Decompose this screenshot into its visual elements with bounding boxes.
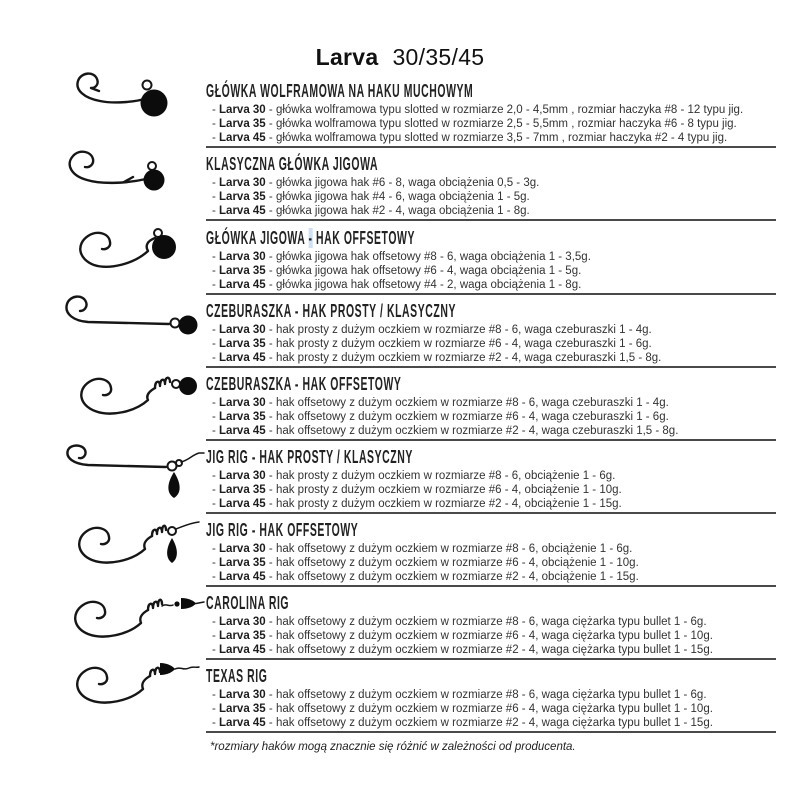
spec-dash: - (212, 716, 220, 729)
spec-model: Larva 35 (219, 117, 266, 130)
spec-line (206, 324, 776, 338)
section-heading (206, 667, 537, 685)
spec-desc: - hak offsetowy z dużym oczkiem w rozmiarze #8 - 6, obciążenie 1 - 6g. (265, 543, 633, 555)
section-items (206, 616, 776, 657)
spec-line (206, 470, 776, 484)
spec-line (206, 498, 776, 512)
spec-dash: - (212, 278, 220, 291)
offset-jig-head-icon (52, 220, 208, 290)
spec-desc: - główka wolframowa typu slotted w rozmiarze 3,5 - 7mm , rozmiar haczyka #2 - 4 typu jig. (265, 131, 728, 144)
section-heading (206, 521, 537, 539)
spec-model: Larva 35 (219, 556, 266, 569)
spec-dash: - (212, 177, 220, 189)
spec-dash: - (212, 117, 220, 130)
carolina-rig-icon (52, 586, 208, 656)
spec-desc: - hak offsetowy z dużym oczkiem w rozmiarze #2 - 4, obciążenie 1 - 15g. (265, 570, 639, 583)
spec-line (206, 118, 776, 132)
product-sizes: 30/35/45 (392, 44, 485, 70)
spec-model: Larva 45 (219, 278, 266, 291)
spec-desc: - hak offsetowy z dużym oczkiem w rozmiarze #2 - 4, waga ciężarka typu bullet 1 - 15g. (265, 716, 713, 729)
spec-desc: - hak prosty z dużym oczkiem w rozmiarze #2 - 4, waga czeburaszki 1,5 - 8g. (265, 351, 662, 364)
spec-desc: - hak prosty z dużym oczkiem w rozmiarze #8 - 6, obciążenie 1 - 6g. (265, 470, 616, 482)
section (206, 302, 776, 368)
section-heading (206, 155, 537, 173)
spec-line (206, 484, 776, 498)
spec-dash: - (212, 616, 220, 628)
spec-desc: - główka jigowa hak offsetowy #8 - 6, waga obciążenia 1 - 3,5g. (265, 251, 591, 263)
tungsten-fly-jig-head-icon (52, 68, 208, 138)
spec-model: Larva 45 (219, 643, 266, 656)
cheburashka-straight-hook-icon (52, 292, 208, 362)
footnote-text: *rozmiary haków mogą znacznie się różnić w zależności od producenta. (210, 741, 576, 753)
product-name: Larva (315, 44, 379, 70)
spec-line (206, 571, 776, 585)
spec-desc: - hak prosty z dużym oczkiem w rozmiarze #6 - 4, obciążenie 1 - 10g. (265, 483, 622, 496)
section-heading (206, 302, 537, 320)
section-items (206, 324, 776, 365)
section-heading (206, 82, 537, 100)
spec-desc: - hak prosty z dużym oczkiem w rozmiarze #8 - 6, waga czeburaszki 1 - 4g. (265, 324, 652, 336)
spec-line (206, 338, 776, 352)
spec-model: Larva 45 (219, 204, 266, 217)
section-heading (206, 375, 537, 393)
section (206, 375, 776, 441)
section-items (206, 397, 776, 438)
section-heading (206, 594, 537, 612)
spec-model: Larva 45 (219, 131, 266, 144)
heading-highlight: - (308, 228, 313, 248)
spec-dash: - (212, 570, 220, 583)
spec-line (206, 689, 776, 703)
spec-desc: - hak offsetowy z dużym oczkiem w rozmiarze #8 - 6, waga ciężarka typu bullet 1 - 6g. (265, 689, 707, 701)
spec-model: Larva 30 (219, 397, 266, 409)
jig-rig-straight-hook-icon (52, 442, 208, 512)
spec-desc: - hak offsetowy z dużym oczkiem w rozmiarze #6 - 4, waga ciężarka typu bullet 1 - 10g. (265, 629, 713, 642)
spec-model: Larva 30 (219, 104, 266, 116)
classic-jig-head-icon (52, 146, 208, 216)
spec-dash: - (212, 497, 220, 510)
heading-text: GŁÓWKA JIGOWA (206, 228, 309, 248)
spec-line (206, 644, 776, 658)
section-items (206, 251, 776, 292)
texas-rig-icon (52, 652, 208, 722)
spec-model: Larva 30 (219, 251, 266, 263)
spec-desc: - główka jigowa hak #4 - 6, waga obciążenia 1 - 5g. (265, 190, 530, 203)
spec-desc: - główka wolframowa typu slotted w rozmiarze 2,0 - 4,5mm , rozmiar haczyka #8 - 12 typu jig. (265, 104, 744, 116)
spec-dash: - (212, 131, 220, 144)
spec-model: Larva 45 (219, 424, 266, 437)
spec-dash: - (212, 397, 220, 409)
jig-rig-offset-hook-icon (52, 514, 208, 584)
spec-desc: - główka jigowa hak offsetowy #4 - 2, waga obciążenia 1 - 8g. (265, 278, 582, 291)
spec-line (206, 425, 776, 439)
heading-text: CAROLINA RIG (206, 593, 290, 613)
spec-line (206, 616, 776, 630)
section (206, 667, 776, 733)
spec-desc: - hak offsetowy z dużym oczkiem w rozmiarze #8 - 6, waga ciężarka typu bullet 1 - 6g. (265, 616, 707, 628)
spec-dash: - (212, 424, 220, 437)
spec-model: Larva 35 (219, 264, 266, 277)
spec-line (206, 543, 776, 557)
spec-model: Larva 30 (219, 177, 266, 189)
section-items (206, 104, 776, 145)
section (206, 448, 776, 514)
spec-line (206, 104, 776, 118)
spec-desc: - hak offsetowy z dużym oczkiem w rozmiarze #6 - 4, waga ciężarka typu bullet 1 - 10g. (265, 702, 713, 715)
heading-text: GŁÓWKA WOLFRAMOWA NA HAKU MUCHOWYM (206, 81, 474, 101)
spec-model: Larva 35 (219, 483, 266, 496)
spec-model: Larva 30 (219, 543, 266, 555)
spec-desc: - hak offsetowy z dużym oczkiem w rozmiarze #2 - 4, waga czeburaszki 1,5 - 8g. (265, 424, 679, 437)
spec-line (206, 352, 776, 366)
spec-model: Larva 35 (219, 410, 266, 423)
spec-dash: - (212, 190, 220, 203)
spec-model: Larva 45 (219, 716, 266, 729)
heading-text: JIG RIG - HAK OFFSETOWY (206, 520, 359, 540)
spec-desc: - główka jigowa hak offsetowy #6 - 4, waga obciążenia 1 - 5g. (265, 264, 582, 277)
section-heading (206, 229, 537, 247)
spec-desc: - hak offsetowy z dużym oczkiem w rozmiarze #8 - 6, waga czeburaszki 1 - 4g. (265, 397, 669, 409)
spec-line (206, 205, 776, 219)
spec-model: Larva 45 (219, 351, 266, 364)
section (206, 229, 776, 295)
spec-model: Larva 30 (219, 616, 266, 628)
spec-line (206, 717, 776, 731)
spec-model: Larva 30 (219, 689, 266, 701)
page-title (0, 44, 800, 71)
spec-dash: - (212, 251, 220, 263)
spec-line (206, 265, 776, 279)
spec-dash: - (212, 204, 220, 217)
spec-model: Larva 35 (219, 337, 266, 350)
spec-dash: - (212, 351, 220, 364)
spec-line (206, 132, 776, 146)
heading-text: JIG RIG - HAK PROSTY / KLASYCZNY (206, 447, 413, 467)
spec-line (206, 703, 776, 717)
spec-desc: - główka wolframowa typu slotted w rozmiarze 2,5 - 5,5mm , rozmiar haczyka #6 - 8 typu jig. (265, 117, 737, 130)
spec-line (206, 630, 776, 644)
heading-text: TEXAS RIG (206, 666, 268, 686)
spec-model: Larva 30 (219, 470, 266, 482)
section-heading (206, 448, 537, 466)
spec-dash: - (212, 264, 220, 277)
section-items (206, 689, 776, 730)
spec-model: Larva 35 (219, 702, 266, 715)
spec-dash: - (212, 702, 220, 715)
spec-line (206, 557, 776, 571)
spec-desc: - hak prosty z dużym oczkiem w rozmiarze #6 - 4, waga czeburaszki 1 - 6g. (265, 337, 652, 350)
spec-desc: - hak prosty z dużym oczkiem w rozmiarze #2 - 4, obciążenie 1 - 15g. (265, 497, 622, 510)
spec-line (206, 251, 776, 265)
heading-text: HAK OFFSETOWY (312, 228, 415, 248)
spec-line (206, 411, 776, 425)
section (206, 594, 776, 660)
spec-dash: - (212, 629, 220, 642)
spec-line (206, 177, 776, 191)
spec-dash: - (212, 337, 220, 350)
section-items (206, 470, 776, 511)
section-items (206, 177, 776, 218)
spec-dash: - (212, 556, 220, 569)
spec-dash: - (212, 410, 220, 423)
heading-text: CZEBURASZKA - HAK PROSTY / KLASYCZNY (206, 301, 456, 321)
spec-model: Larva 30 (219, 324, 266, 336)
spec-line (206, 397, 776, 411)
heading-text: CZEBURASZKA - HAK OFFSETOWY (206, 374, 402, 394)
spec-desc: - główka jigowa hak #2 - 4, waga obciążenia 1 - 8g. (265, 204, 530, 217)
spec-model: Larva 45 (219, 570, 266, 583)
spec-dash: - (212, 483, 220, 496)
spec-dash: - (212, 470, 220, 482)
spec-desc: - hak offsetowy z dużym oczkiem w rozmiarze #2 - 4, waga ciężarka typu bullet 1 - 15g. (265, 643, 713, 656)
spec-dash: - (212, 643, 220, 656)
section (206, 155, 776, 221)
section (206, 521, 776, 587)
spec-model: Larva 45 (219, 497, 266, 510)
spec-dash: - (212, 324, 220, 336)
spec-dash: - (212, 543, 220, 555)
heading-text: KLASYCZNA GŁÓWKA JIGOWA (206, 154, 379, 174)
spec-line (206, 279, 776, 293)
spec-model: Larva 35 (219, 190, 266, 203)
spec-desc: - hak offsetowy z dużym oczkiem w rozmiarze #6 - 4, obciążenie 1 - 10g. (265, 556, 639, 569)
section (206, 82, 776, 148)
spec-model: Larva 35 (219, 629, 266, 642)
spec-dash: - (212, 104, 220, 116)
spec-desc: - hak offsetowy z dużym oczkiem w rozmiarze #6 - 4, waga czeburaszki 1 - 6g. (265, 410, 669, 423)
spec-dash: - (212, 689, 220, 701)
cheburashka-offset-hook-icon (52, 364, 208, 434)
spec-desc: - główka jigowa hak #6 - 8, waga obciążenia 0,5 - 3g. (265, 177, 540, 189)
section-items (206, 543, 776, 584)
spec-line (206, 191, 776, 205)
